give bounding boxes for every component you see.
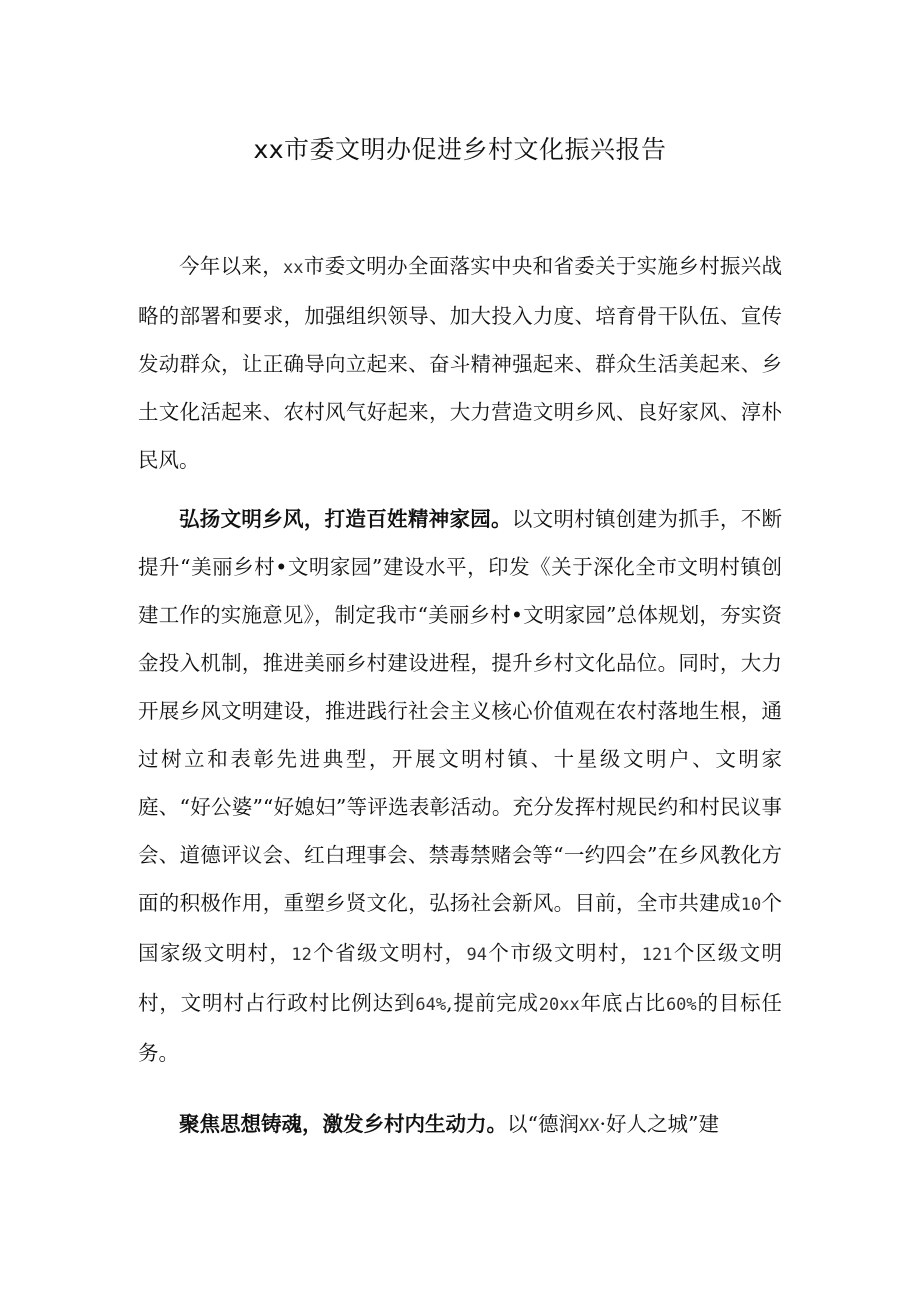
section-text: 的目标任务。 xyxy=(138,991,783,1065)
document-title: xx市委文明办促进乡村文化振兴报告 xyxy=(253,135,667,164)
intro-text-start: 今年以来， xyxy=(179,254,284,278)
section-text: 年底占比 xyxy=(579,991,666,1015)
section-paragraph-ideology xyxy=(138,1100,782,1150)
village-ratio: 64% xyxy=(415,995,447,1015)
provincial-village-count: 12 xyxy=(291,945,312,965)
section-heading-ideology: 聚焦思想铸魂，激发乡村内生动力。 xyxy=(179,1112,507,1136)
section-text: 个国家级文明村， xyxy=(138,891,783,965)
section-text: 以文明村镇创建为抓手，不断提升“美丽乡村•文明家园”建设水平，印发《关于深化全市文明村镇创建工作的实施意见》，制定我市“美丽乡村•文明家园”总体规划，夯实资金投入机制，推进美丽乡村建设进程，提升乡村文化品位。同时，大力开展乡风文明建设，推进践行社会主义核心价值观在农村落地生根，通过树立和表彰先进典型，开展文明村镇、十星级文明户、文明家庭、“好公婆”“好媳妇”等评选表彰活动。充分发挥村规民约和村民议事会、道德评议会、红白理事会、禁毒禁赌会等“一约四会”在乡风教化方面的积极作用，重塑乡贤文化，弘扬社会新风。目前，全市共建成 xyxy=(138,507,783,915)
city-name: XX xyxy=(578,1116,600,1136)
target-ratio: 60% xyxy=(665,995,697,1015)
intro-paragraph xyxy=(138,242,782,484)
target-year: 20xx xyxy=(538,995,580,1015)
section-text: ,提前完成 xyxy=(446,991,539,1015)
section-text: 个市级文明村， xyxy=(487,941,642,965)
city-name: xx xyxy=(283,258,304,278)
section-paragraph-civilization xyxy=(138,495,782,1077)
national-village-count: 10 xyxy=(740,895,762,915)
district-village-count: 121 xyxy=(641,945,673,965)
section-text: 个区级文明村，文明村占行政村比例达到 xyxy=(138,941,783,1015)
intro-text-body: 市委文明办全面落实中央和省委关于实施乡村振兴战略的部署和要求，加强组织领导、加大投入力度、培育骨干队伍、宣传发动群众，让正确导向立起来、奋斗精神强起来、群众生活美起来、乡土文化活起来、农村风气好起来，大力营造文明乡风、良好家风、淳朴民风。 xyxy=(138,254,783,472)
section-text: ·好人之城”建 xyxy=(599,1112,719,1136)
section-text: 个省级文明村， xyxy=(311,941,467,965)
city-village-count: 94 xyxy=(466,945,488,965)
section-heading-civilization: 弘扬文明乡风，打造百姓精神家园。 xyxy=(179,507,512,531)
section-text: 以“德润 xyxy=(507,1112,579,1136)
